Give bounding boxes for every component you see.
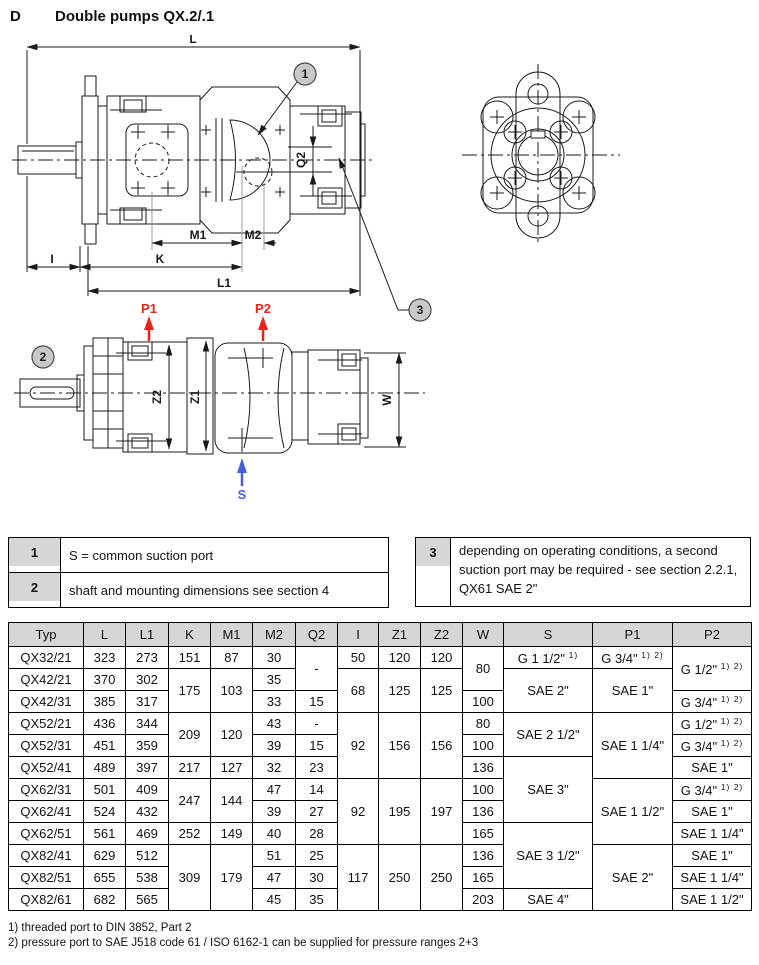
- table-cell: 179: [211, 845, 253, 911]
- table-cell: QX62/51: [9, 823, 84, 845]
- table-cell: 175: [169, 669, 211, 713]
- table-cell: 436: [84, 713, 126, 735]
- column-header-q2: Q2: [296, 623, 338, 647]
- dim-label-Z2: Z2: [150, 389, 164, 405]
- legend-row: [9, 538, 389, 573]
- top-side-view: [12, 76, 372, 244]
- page-header: [10, 8, 750, 25]
- table-cell: 30: [253, 647, 296, 669]
- table-cell: QX42/21: [9, 669, 84, 691]
- table-cell: 273: [126, 647, 169, 669]
- table-cell: 127: [211, 757, 253, 779]
- pressure-port-p2: [255, 301, 271, 341]
- dim-label-Q2: Q2: [294, 151, 308, 169]
- table-cell: QX82/41: [9, 845, 84, 867]
- table-cell: SAE 3 1/2": [504, 823, 593, 889]
- column-header-k: K: [169, 623, 211, 647]
- table-cell: 247: [169, 779, 211, 823]
- port-label-p2: P2: [255, 301, 271, 316]
- column-header-m2: M2: [253, 623, 296, 647]
- table-cell: SAE 2 1/2": [504, 713, 593, 757]
- dim-label-Z1: Z1: [188, 389, 202, 405]
- table-cell: 432: [126, 801, 169, 823]
- table-cell: 14: [296, 779, 338, 801]
- table-cell: G 1/2" $^{1) 2)}$: [673, 647, 752, 691]
- table-cell: 100: [463, 779, 504, 801]
- table-cell: 136: [463, 801, 504, 823]
- table-cell: SAE 1 1/4": [673, 867, 752, 889]
- footnote-2: 2) pressure port to SAE J518 code 61 / ISO 6162-1 can be supplied for pressure ranges 2+3: [8, 936, 479, 949]
- column-header-z2: Z2: [421, 623, 463, 647]
- table-cell: 512: [126, 845, 169, 867]
- legend-text: shaft and mounting dimensions see section 4: [61, 573, 389, 608]
- table-cell: QX32/21: [9, 647, 84, 669]
- table-cell: 45: [253, 889, 296, 911]
- dim-label-K: K: [155, 252, 165, 266]
- column-header-z1: Z1: [379, 623, 421, 647]
- table-cell: SAE 2": [593, 845, 673, 911]
- table-cell: 92: [338, 779, 379, 845]
- table-cell: 469: [126, 823, 169, 845]
- table-cell: 39: [253, 801, 296, 823]
- table-cell: QX42/31: [9, 691, 84, 713]
- dim-label-W: W: [380, 394, 394, 406]
- table-cell: G 1/2" $^{1) 2)}$: [673, 713, 752, 735]
- table-cell: SAE 1 1/4": [673, 823, 752, 845]
- table-cell: 151: [169, 647, 211, 669]
- legend-table-right: [415, 537, 751, 607]
- table-cell: SAE 3": [504, 757, 593, 823]
- pressure-port-p1: [141, 301, 157, 341]
- table-cell: 136: [463, 845, 504, 867]
- table-cell: G 3/4" $^{1) 2)}$: [673, 779, 752, 801]
- table-cell: 217: [169, 757, 211, 779]
- table-row: [9, 647, 752, 669]
- legend-text: S = common suction port: [61, 538, 389, 573]
- table-cell: 370: [84, 669, 126, 691]
- table-cell: 538: [126, 867, 169, 889]
- table-cell: QX82/61: [9, 889, 84, 911]
- dim-label-I: I: [50, 252, 54, 266]
- table-cell: SAE 1 1/2": [593, 779, 673, 845]
- table-cell: 32: [253, 757, 296, 779]
- table-cell: 100: [463, 691, 504, 713]
- table-cell: 87: [211, 647, 253, 669]
- column-header-p2: P2: [673, 623, 752, 647]
- table-cell: QX62/41: [9, 801, 84, 823]
- legend-number: 2: [9, 573, 60, 601]
- table-row: [9, 669, 752, 691]
- port-label-p1: P1: [141, 301, 157, 316]
- table-cell: 15: [296, 691, 338, 713]
- table-cell: 156: [421, 713, 463, 779]
- table-cell: 136: [463, 757, 504, 779]
- table-header-row: [9, 623, 752, 647]
- table-cell: 51: [253, 845, 296, 867]
- column-header-l: L: [84, 623, 126, 647]
- table-cell: 23: [296, 757, 338, 779]
- callout-3: [339, 158, 431, 321]
- column-header-m1: M1: [211, 623, 253, 647]
- dim-label-L1: L1: [216, 276, 232, 290]
- footnotes: [8, 921, 478, 951]
- table-cell: 68: [338, 669, 379, 713]
- table-cell: SAE 1": [673, 801, 752, 823]
- table-cell: 451: [84, 735, 126, 757]
- table-cell: 149: [211, 823, 253, 845]
- section-letter: D: [10, 8, 21, 25]
- bottom-view: [14, 338, 425, 454]
- table-cell: 323: [84, 647, 126, 669]
- table-cell: G 3/4" $^{1) 2)}$: [593, 647, 673, 669]
- table-cell: 80: [463, 713, 504, 735]
- table-cell: 165: [463, 867, 504, 889]
- page-title: Double pumps QX.2/.1: [55, 8, 215, 25]
- table-cell: 359: [126, 735, 169, 757]
- port-label-s: S: [237, 487, 247, 502]
- table-row: [9, 713, 752, 735]
- table-cell: 30: [296, 867, 338, 889]
- table-cell: SAE 1 1/4": [593, 713, 673, 779]
- table-cell: QX62/31: [9, 779, 84, 801]
- dimension-table: [8, 622, 752, 911]
- table-cell: 103: [211, 669, 253, 713]
- table-row: [9, 779, 752, 801]
- table-cell: 117: [338, 845, 379, 911]
- dim-label-L: L: [189, 35, 197, 46]
- table-cell: 195: [379, 779, 421, 845]
- table-cell: 250: [421, 845, 463, 911]
- table-cell: 144: [211, 779, 253, 823]
- column-header-s: S: [504, 623, 593, 647]
- table-cell: 156: [379, 713, 421, 779]
- footnote-1: 1) threaded port to DIN 3852, Part 2: [8, 922, 192, 934]
- column-header-l1: L1: [126, 623, 169, 647]
- table-cell: QX82/51: [9, 867, 84, 889]
- table-cell: 561: [84, 823, 126, 845]
- table-cell: SAE 1": [673, 845, 752, 867]
- table-cell: G 3/4" $^{1) 2)}$: [673, 735, 752, 757]
- table-cell: 397: [126, 757, 169, 779]
- table-cell: QX52/41: [9, 757, 84, 779]
- table-cell: 35: [253, 669, 296, 691]
- column-header-typ: Typ: [9, 623, 84, 647]
- table-cell: 250: [379, 845, 421, 911]
- legend-row: [416, 538, 751, 607]
- table-cell: 120: [421, 647, 463, 669]
- table-cell: 27: [296, 801, 338, 823]
- table-cell: G 3/4" $^{1) 2)}$: [673, 691, 752, 713]
- table-cell: 489: [84, 757, 126, 779]
- table-cell: 165: [463, 823, 504, 845]
- table-cell: SAE 1": [593, 669, 673, 713]
- callout-1: [258, 63, 316, 135]
- table-cell: SAE 4": [504, 889, 593, 911]
- table-cell: 252: [169, 823, 211, 845]
- table-cell: -: [296, 713, 338, 735]
- table-cell: 100: [463, 735, 504, 757]
- front-view: [462, 64, 620, 245]
- table-cell: 43: [253, 713, 296, 735]
- table-cell: 209: [169, 713, 211, 757]
- table-cell: 120: [379, 647, 421, 669]
- legend-text: depending on operating conditions, a second suction port may be required - see section 2.2.1, QX61 SAE 2": [451, 538, 751, 607]
- table-cell: 92: [338, 713, 379, 779]
- table-cell: SAE 2": [504, 669, 593, 713]
- table-cell: 33: [253, 691, 296, 713]
- table-cell: 35: [296, 889, 338, 911]
- callout-3-number: 3: [416, 303, 424, 317]
- table-cell: 629: [84, 845, 126, 867]
- dim-label-M2: M2: [244, 228, 262, 242]
- table-cell: G 1 1/2" $^{1)}$: [504, 647, 593, 669]
- table-cell: 125: [379, 669, 421, 713]
- dim-label-M1: M1: [189, 228, 207, 242]
- table-cell: 40: [253, 823, 296, 845]
- legend-table-left: [8, 537, 389, 608]
- callout-2: [32, 346, 54, 368]
- table-cell: 120: [211, 713, 253, 757]
- column-header-i: I: [338, 623, 379, 647]
- table-cell: 197: [421, 779, 463, 845]
- table-cell: -: [296, 647, 338, 691]
- table-cell: 344: [126, 713, 169, 735]
- table-cell: 25: [296, 845, 338, 867]
- legend-number: 3: [416, 538, 450, 566]
- table-cell: SAE 1 1/2": [673, 889, 752, 911]
- table-cell: QX52/21: [9, 713, 84, 735]
- table-cell: 655: [84, 867, 126, 889]
- table-cell: 15: [296, 735, 338, 757]
- table-cell: 317: [126, 691, 169, 713]
- table-cell: 125: [421, 669, 463, 713]
- table-row: [9, 845, 752, 867]
- table-cell: 50: [338, 647, 379, 669]
- legend-row: [9, 573, 389, 608]
- table-cell: 565: [126, 889, 169, 911]
- suction-port-s: [237, 458, 247, 502]
- table-cell: SAE 1": [673, 757, 752, 779]
- table-cell: 309: [169, 845, 211, 911]
- column-header-w: W: [463, 623, 504, 647]
- technical-drawing: [0, 35, 759, 505]
- table-cell: 385: [84, 691, 126, 713]
- table-cell: 302: [126, 669, 169, 691]
- column-header-p1: P1: [593, 623, 673, 647]
- table-cell: 47: [253, 867, 296, 889]
- callout-1-number: 1: [301, 67, 309, 81]
- table-cell: 682: [84, 889, 126, 911]
- legend-number: 1: [9, 538, 60, 566]
- callout-2-number: 2: [39, 350, 47, 364]
- table-cell: 80: [463, 647, 504, 691]
- table-cell: 524: [84, 801, 126, 823]
- table-cell: QX52/31: [9, 735, 84, 757]
- table-cell: 409: [126, 779, 169, 801]
- table-cell: 501: [84, 779, 126, 801]
- table-cell: 28: [296, 823, 338, 845]
- table-cell: 203: [463, 889, 504, 911]
- table-cell: 47: [253, 779, 296, 801]
- table-cell: 39: [253, 735, 296, 757]
